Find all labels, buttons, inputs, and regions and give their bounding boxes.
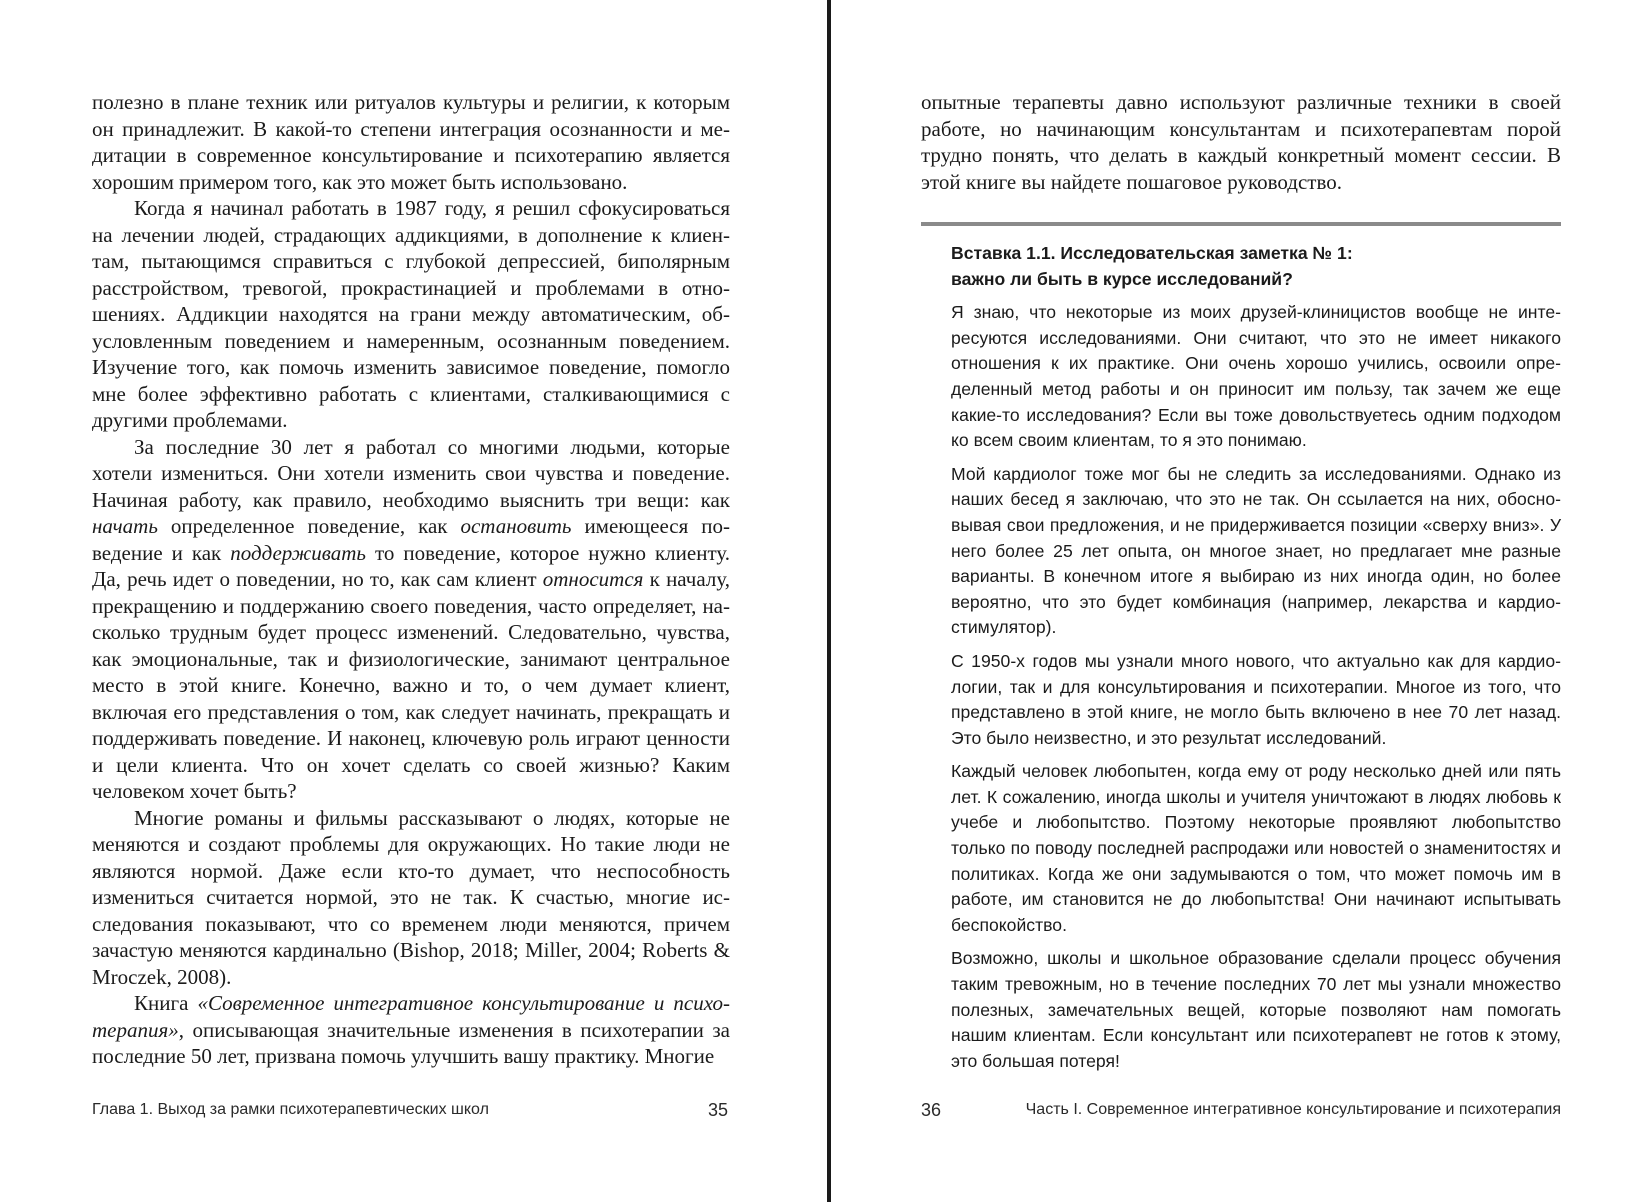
paragraph-text: определенное поведение, как <box>157 514 461 538</box>
body-paragraph <box>92 990 730 1070</box>
paragraph-text: то поведение, которое нужно клиенту. Да, речь идет о поведении, но то, как сам клиент <box>92 540 730 591</box>
italic-emphasis: остановить <box>460 514 572 538</box>
paragraph-text: имеющееся поведение и как <box>92 514 731 565</box>
italic-emphasis: начать <box>92 514 158 538</box>
sidebar-paragraph: Мой кардиолог тоже мог бы не следить за исследованиями. Однако из наших бесед я заключаю, что это не так. Он ссылается на них, обосновывая свои предложения, и не придерживается позиции «сверху вниз». У него более 25 лет опыта, он многое знает, но предлагает мне разные варианты. В конечном итоге я выбираю из них иногда один, но более вероятно, что это будет комбинация (например, лекарства и кардиостимулятор). <box>951 463 1561 638</box>
sidebar-paragraph: С 1950-х годов мы узнали много нового, что актуально как для кардиологии, так и для консультирования и психотерапии. Многое из того, что представлено в этой книге, не могло быть включено в нее 70 лет назад. Это было неизвестно, и это результат исследований. <box>951 650 1561 748</box>
paragraph-text: Многие романы и фильмы рассказывают о людях, которые не меняются и создают проблемы для окружающих. Но такие люди не являются нормой. Даже если кто-то думает, что неспособность измениться считается нормой, это не так. К счастью, многие исследования показывают, что со временем люди меняются, причем зачастую меняются кардинально (Bishop, 2018; Miller, 2004; Roberts & Mroczek, 2008). <box>92 805 730 989</box>
right-page-body-text <box>921 89 1561 195</box>
research-note-sidebar <box>951 241 1561 1082</box>
paragraph-text: Когда я начинал работать в 1987 году, я решил сфокусироваться на лечении людей, страдающих аддикциями, в дополнение к клиентам, пытающимся справиться с глубокой депрессией, биполярным расстройством, тревогой, прокрастинацией и проблемами в отношениях. Аддикции находятся на грани между автоматическим, обусловленным поведением и намеренным, осознанным поведением. Изучение того, как помочь изменить зависимое поведение, помогло мне более эффективно работать с клиентами, сталкивающимися с другими проблемами. <box>92 196 730 432</box>
sidebar-title-line-2: важно ли быть в курсе исследований? <box>951 268 1293 289</box>
right-page <box>836 0 1652 1202</box>
sidebar-top-rule <box>921 222 1561 226</box>
paragraph-text: полезно в плане техник или ритуалов культуры и религии, к которым он принадлежит. В какой-то степени интеграция осознанности и медитации в современное консультирование и психотерапию является хорошим примером того, как это может быть использовано. <box>92 90 730 194</box>
sidebar-title-line-1: Вставка 1.1. Исследовательская заметка № 1: <box>951 243 1353 263</box>
left-page-body-text <box>92 89 730 1070</box>
sidebar-paragraph: Каждый человек любопытен, когда ему от роду несколько дней или пять лет. К сожалению, иногда школы и учителя уничтожают в людях любовь к учебе и любопытство. Поэтому некоторые проявляют любопытство только по поводу последней распродажи или новостей о знаменитостях и политиках. Когда же они задумываются о том, что может помочь им в работе, им становится не до любопытства! Они начинают испытывать беспокойство. <box>951 761 1561 935</box>
right-page-running-footer: Часть I. Современное интегративное консультирование и психотерапия <box>1025 1101 1561 1118</box>
italic-emphasis: «Современное интегративное консультирование и психотерапия» <box>92 991 730 1042</box>
italic-emphasis: поддерживать <box>230 540 366 565</box>
paragraph-text: За последние 30 лет я работал со многими людьми, которые хотели измениться. Они хотели изменить свои чувства и поведение. Начиная работу, как правило, необходимо выяснить три вещи: как <box>92 434 730 512</box>
italic-emphasis: относится <box>542 567 644 591</box>
left-page-running-footer: Глава 1. Выход за рамки психотерапевтических школ <box>92 1101 489 1118</box>
right-page-intro-paragraph: опытные терапевты давно используют различные техники в своей работе, но начинающим консультантам и психотерапевтам порой трудно понять, что делать в каждый конкретный момент сессии. В этой книге вы найдете пошаговое руководство. <box>921 90 1561 194</box>
body-paragraph <box>92 805 730 991</box>
right-page-number: 36 <box>921 1100 942 1120</box>
paragraph-text: , описывающая значительные изменения в психотерапии за последние 50 лет, призвана помочь улучшить вашу практику. Многие <box>92 1017 730 1068</box>
sidebar-paragraph: Возможно, школы и школьное образование сделали процесс обучения таким тревожным, но в течение последних 70 лет мы узнали множество полезных, замечательных вещей, которые позволяют нам помогать нашим клиентам. Если консультант или психотерапевт не готов к этому, это большая потеря! <box>951 948 1561 1071</box>
book-spine <box>827 0 831 1202</box>
sidebar-title <box>951 241 1561 292</box>
body-paragraph <box>92 195 730 434</box>
body-paragraph <box>92 434 730 805</box>
paragraph-text: к началу, прекращению и поддержанию своего поведения, часто определяет, насколько трудным будет процесс изменений. Следовательно, чувства, как эмоциональные, так и физиологические, занимают центральное место в этой книге. Конечно, важно и то, о чем думает клиент, включая его представления о том, как следует начинать, прекращать и поддерживать поведение. И наконец, ключевую роль играют ценности и цели клиента. Что он хочет сделать со своей жизнью? Каким человеком хочет быть? <box>92 567 730 803</box>
paragraph-text: Книга <box>134 991 198 1015</box>
sidebar-paragraph: Я знаю, что некоторые из моих друзей-клиницистов вообще не интересуются исследованиями. Они считают, что это не имеет никакого отношения к их практике. Они очень хорошо учились, освоили определенный метод работы и он приносит им пользу, так зачем же еще какие-то исследования? Если вы тоже довольствуетесь одним подходом ко всем своим клиентам, то я это понимаю. <box>951 302 1561 451</box>
body-paragraph <box>92 89 730 195</box>
left-page-number: 35 <box>708 1100 729 1120</box>
